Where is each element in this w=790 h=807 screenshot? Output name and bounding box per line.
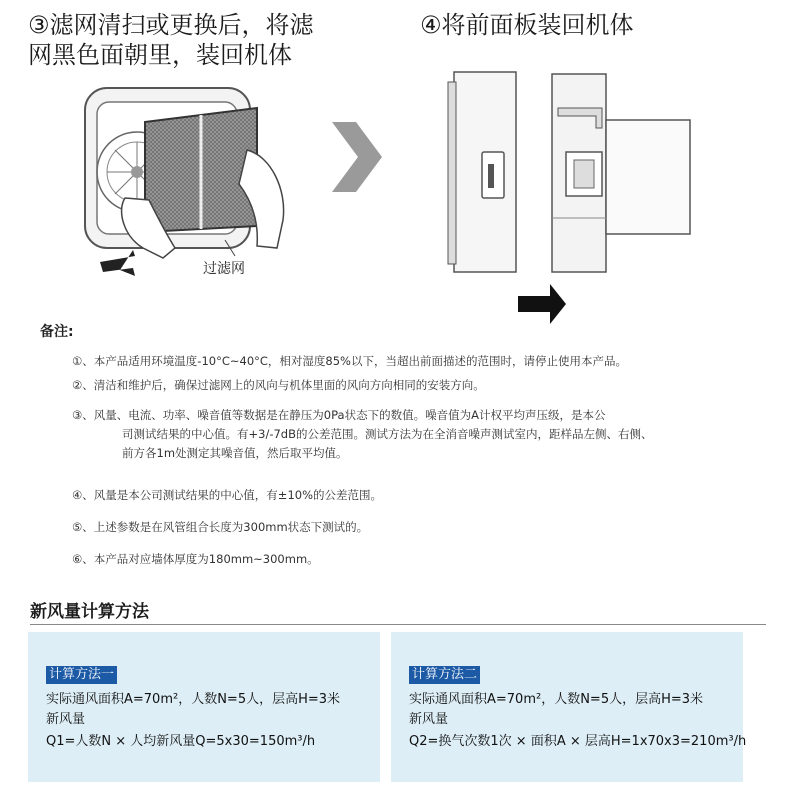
notes-heading: 备注:	[40, 324, 74, 340]
calc-method-1-tag: 计算方法一	[46, 666, 117, 684]
note-item-3-line2: 司测试结果的中心值。有+3/-7dB的公差范围。测试方法为在全消音噪声测试室内，距样品左侧、右侧、	[122, 427, 653, 441]
step3-title	[28, 10, 388, 70]
note-item-5: ⑤、上述参数是在风管组合长度为300mm状态下测试的。	[72, 520, 369, 534]
calc-method-1-line2: 新风量	[46, 712, 86, 727]
step4-title: ④将前面板装回机体	[420, 11, 634, 39]
step3-title-line1: ③滤网清扫或更换后，将滤	[28, 11, 314, 39]
calc-method-2-box	[391, 632, 747, 782]
calc-method-1-line3: Q1=人数N × 人均新风量Q=5x30=150m³/h	[46, 734, 316, 749]
calc-method-2-line3: Q2=换气次数1次 × 面积A × 层高H=1x70x3=210m³/h	[409, 734, 747, 749]
filter-label: 过滤网	[203, 261, 245, 277]
calc-method-2-line1: 实际通风面积A=70m²，人数N=5人，层高H=3米	[409, 692, 704, 707]
note-item-4: ④、风量是本公司测试结果的中心值，有±10%的公差范围。	[72, 488, 383, 502]
calc-method-2-tag: 计算方法二	[409, 666, 480, 684]
filter-install-illustration	[25, 80, 325, 290]
calc-method-2-line2: 新风量	[409, 712, 449, 727]
section-divider	[30, 624, 766, 625]
note-item-3-line3: 前方各1m处测定其噪音值，然后取平均值。	[122, 446, 348, 460]
calc-section-title: 新风量计算方法	[30, 602, 149, 622]
panel-reattach-illustration	[440, 68, 700, 324]
chevron-right-icon	[330, 122, 384, 192]
note-item-1: ①、本产品适用环境温度-10°C~40°C，相对湿度85%以下，当超出前面描述的范围时，请停止使用本产品。	[72, 354, 627, 368]
note-item-6: ⑥、本产品对应墙体厚度为180mm~300mm。	[72, 552, 319, 566]
step3-title-line2: 网黑色面朝里，装回机体	[28, 41, 292, 69]
note-item-2: ②、清洁和维护后，确保过滤网上的风向与机体里面的风向方向相同的安装方向。	[72, 378, 485, 392]
calc-method-1-line1: 实际通风面积A=70m²，人数N=5人，层高H=3米	[46, 692, 341, 707]
note-item-3	[72, 406, 652, 463]
calc-method-1-box	[28, 632, 380, 782]
note-item-3-line1: ③、风量、电流、功率、噪音值等数据是在静压为0Pa状态下的数值。噪音值为A计权平均声压级，是本公	[72, 408, 606, 422]
